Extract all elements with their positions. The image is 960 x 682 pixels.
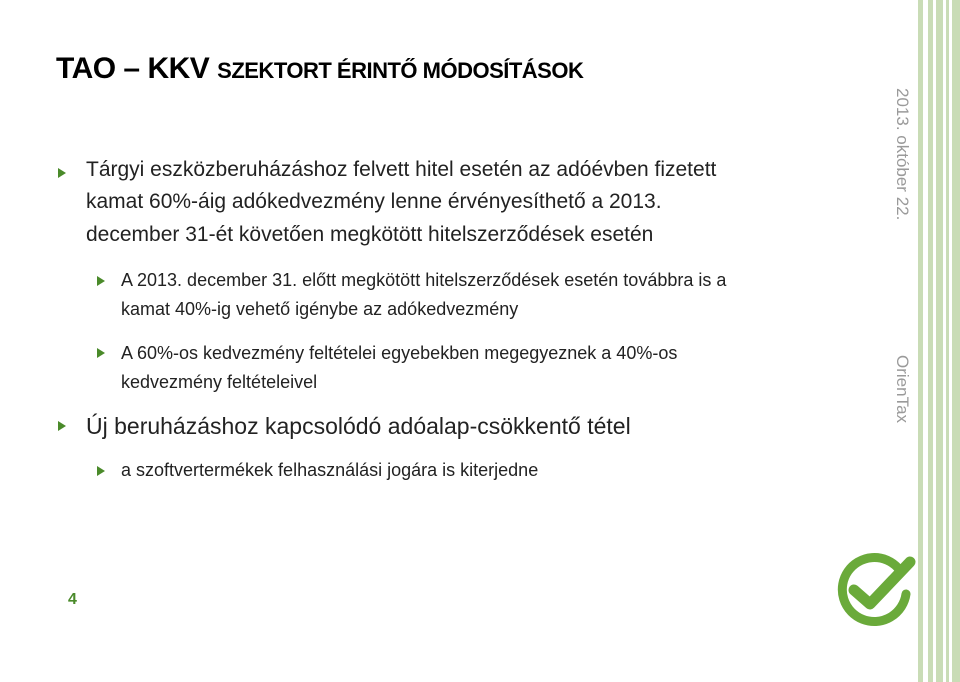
sidebar-date: 2013. október 22.: [893, 88, 912, 221]
slide-title-sub: SZEKTORT ÉRINTŐ MÓDOSÍTÁSOK: [217, 58, 584, 83]
sub-bullet-1-1-line-1: A 2013. december 31. előtt megkötött hitelszerződések esetén továbbra is a: [121, 270, 727, 290]
sub-bullet-1-2-line-1: A 60%-os kedvezmény feltételei egyebekben megegyeznek a 40%-os: [121, 343, 678, 363]
slide-title: [56, 52, 583, 86]
sub-bullet-2-1-line-1: a szoftvertermékek felhasználási jogára is kiterjedne: [121, 460, 539, 480]
sidebar-brand: OrienTax: [893, 355, 912, 424]
sub-bullet-icon: [97, 466, 105, 476]
bullet-icon: [58, 168, 66, 178]
page-number: 4: [68, 591, 77, 608]
decorative-stripes: [918, 0, 960, 682]
sub-bullet-icon: [97, 348, 105, 358]
sub-bullet-1-2-line-2: kedvezmény feltételeivel: [121, 372, 318, 392]
bullet-icon: [58, 421, 66, 431]
bullet-1-line-2: kamat 60%-áig adókedvezmény lenne érvényesíthető a 2013.: [86, 190, 662, 213]
slide-title-main: TAO – KKV: [56, 52, 210, 85]
orientax-checkmark-logo-icon: [832, 552, 918, 628]
sub-bullet-icon: [97, 276, 105, 286]
bullet-1-line-1: Tárgyi eszközberuházáshoz felvett hitel esetén az adóévben fizetett: [86, 158, 717, 181]
bullet-2-line-1: Új beruházáshoz kapcsolódó adóalap-csökkentő tétel: [86, 413, 631, 439]
sub-bullet-1-1-line-2: kamat 40%-ig vehető igénybe az adókedvezmény: [121, 299, 519, 319]
bullet-1-line-3: december 31-ét követően megkötött hitelszerződések esetén: [86, 223, 654, 246]
